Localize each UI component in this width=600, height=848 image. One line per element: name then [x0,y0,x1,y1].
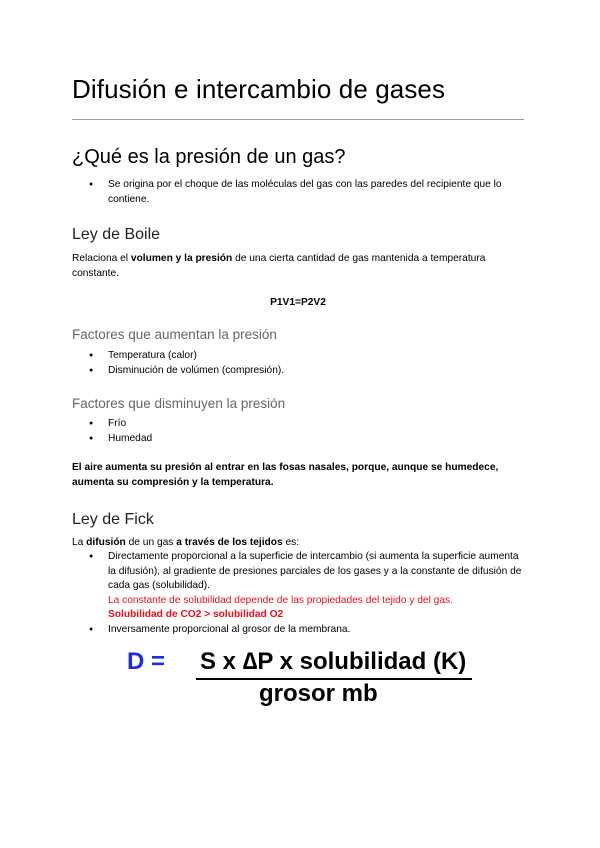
fick-intro [72,536,524,551]
bold-span: a través de los tejidos [176,537,283,548]
list-item: ● Temperatura (calor) [72,349,524,364]
heading-increase-factors: Factores que aumentan la presión [72,327,277,342]
increase-factors-list [72,349,524,378]
list-item [72,550,524,623]
section-heading-boyle: Ley de Boile [72,226,161,243]
list-item: ● Se origina por el choque de las moléculas del gas con las paredes del recipiente que lo contiene. [72,178,524,207]
bold-span: volumen y la presión [130,253,233,264]
text-span: de un gas [125,537,177,548]
text-span: Directamente proporcional a la superficie de intercambio (si aumenta la superficie aumenta la difusión), al gradiente de presiones parciales de los gases y a la constante de difusión de cada gas (solubilidad). [108,551,522,591]
boyle-paragraph [72,252,524,281]
text-span: es: [282,537,300,548]
decrease-factors-list [72,417,524,446]
list-item: ● Frío [72,417,524,432]
formula-numerator: S x ∆P x solubilidad (K) [200,648,467,675]
section-heading-fick: Ley de Fick [72,511,154,528]
fick-list [72,550,524,637]
title-divider [72,119,524,120]
boyle-note: El aire aumenta su presión al entrar en las fosas nasales, porque, aunque se humedece, aumenta su compresión y la temperatura. [72,462,499,488]
text-span: La [72,537,87,548]
formula-lhs: D = [127,648,166,675]
fick-formula [72,648,528,708]
list-item: ● Disminución de volúmen (compresión). [72,364,524,379]
bold-span: difusión [86,537,126,548]
red-bold-note: Solubilidad de CO2 > solubilidad O2 [108,609,284,620]
document-title: Difusión e intercambio de gases [72,74,446,104]
heading-decrease-factors: Factores que disminuyen la presión [72,396,286,411]
red-note: La constante de solubilidad depende de las propiedades del tejido y del gas. [108,594,453,606]
list-item: ● Humedad [72,432,524,447]
formula-denominator: grosor mb [259,680,378,707]
pressure-list [72,178,524,207]
list-item: ● Inversamente proporcional al grosor de la membrana. [72,623,524,638]
text-span: de una cierta cantidad de gas mantenida a temperatura constante. [72,253,486,279]
boyle-equation: P1V1=P2V2 [270,297,326,308]
section-heading-pressure: ¿Qué es la presión de un gas? [72,146,346,168]
text-span: Relaciona el [72,253,131,264]
